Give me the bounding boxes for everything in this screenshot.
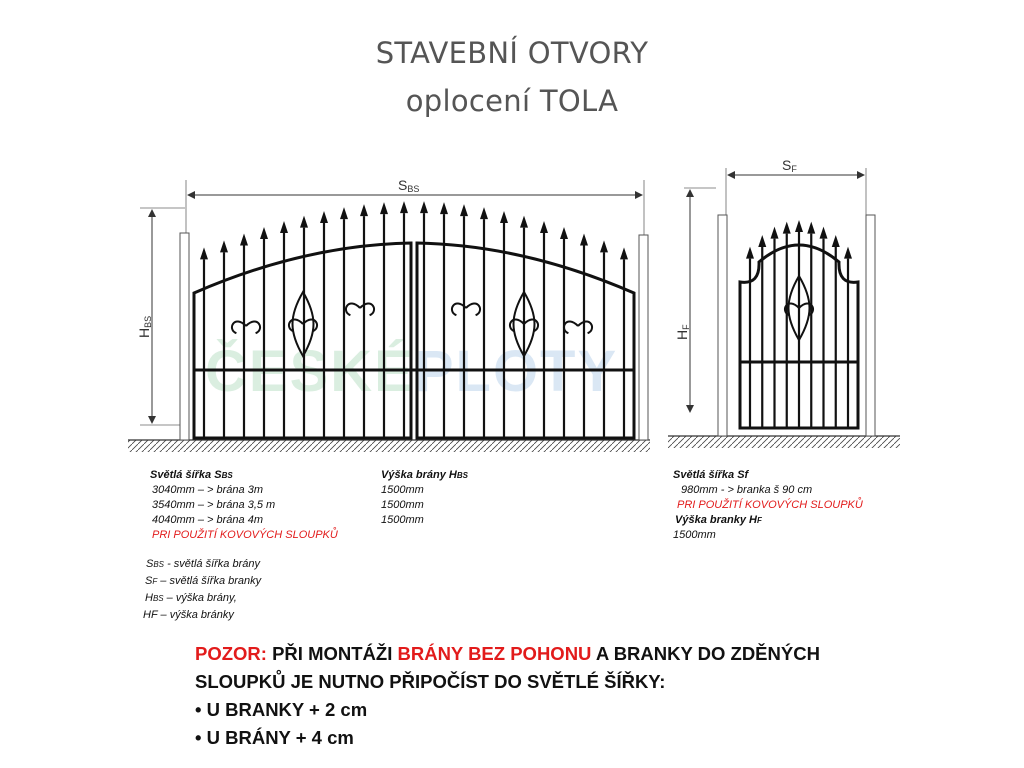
scroll-ornament	[452, 304, 480, 316]
wicket-width-row: 980mm - > branka š 90 cm	[681, 484, 813, 496]
label-hf: HF	[674, 324, 691, 340]
page-title: STAVEBNÍ OTVORY	[375, 36, 649, 70]
gate-leaf-right	[417, 243, 634, 438]
spike-tip	[440, 202, 448, 214]
label-sf: SF	[782, 157, 797, 174]
spike-tip	[758, 235, 766, 247]
watermark-logo: ČESKÉPLOTY	[205, 339, 619, 404]
warning-bullet: • U BRÁNY + 4 cm	[195, 727, 354, 748]
wicket-post-right	[866, 215, 875, 436]
gate-height-row: 1500mm	[381, 514, 424, 526]
spike-tip	[832, 235, 840, 247]
gate-post-right	[639, 235, 648, 440]
spike-tip	[420, 201, 428, 213]
legend-item: SBS - světlá šířka brány	[146, 558, 260, 570]
spike-tip	[500, 211, 508, 223]
spike-tip	[600, 240, 608, 252]
wicket-height-heading: Výška branky H	[675, 514, 757, 526]
legend-item: HBS – výška brány,	[145, 592, 237, 604]
spike-tip	[240, 234, 248, 246]
spike-tip	[771, 227, 779, 239]
warning-bullet: • U BRANKY + 2 cm	[195, 699, 368, 720]
spike-tip	[300, 216, 308, 228]
spike-tip	[520, 216, 528, 228]
gate-height-row: 1500mm	[381, 484, 424, 496]
wicket-notes: Světlá šířka Sf 980mm - > branka š 90 cm PRI POUŽITÍ KOVOVÝCH SLOUPKŮ Výška branky HF 1500mm	[673, 469, 863, 541]
spike-tip	[200, 247, 208, 259]
spike-tip	[460, 204, 468, 216]
spike-tip	[380, 202, 388, 214]
spike-tip	[560, 227, 568, 239]
scroll-ornament	[346, 304, 374, 316]
spike-tip	[360, 204, 368, 216]
spike-tip	[620, 247, 628, 259]
spike-tip	[320, 211, 328, 223]
legend-item: HF – výška bránky	[143, 609, 234, 621]
gate-width-row: 3040mm – > brána 3m	[152, 484, 263, 496]
spike-tip	[260, 227, 268, 239]
legend	[143, 556, 261, 624]
gate-width-row: 4040mm – > brána 4m	[152, 514, 263, 526]
spike-tip	[820, 227, 828, 239]
spike-tip	[746, 247, 754, 259]
legend-item: SF – světlá šířka branky	[145, 575, 262, 587]
scroll-ornament	[564, 322, 592, 334]
spike-tip	[400, 201, 408, 213]
warning-line2: SLOUPKŮ JE NUTNO PŘIPOČÍST DO SVĚTLÉ ŠÍŘKY:	[195, 671, 666, 692]
wicket-note-red: PRI POUŽITÍ KOVOVÝCH SLOUPKŮ	[677, 499, 863, 511]
label-sbs: SBS	[398, 177, 420, 194]
spike-tip	[280, 221, 288, 233]
gate-width-row: 3540mm – > brána 3,5 m	[152, 499, 276, 511]
spike-tip	[540, 221, 548, 233]
gate-leaf-left	[194, 243, 411, 438]
double-gate	[194, 201, 634, 438]
gate-height-heading: Výška brány H	[381, 469, 457, 481]
page-subtitle: oplocení TOLA	[405, 84, 619, 118]
spike-tip	[807, 222, 815, 234]
warning-pozor: POZOR:	[195, 643, 267, 664]
gate-note-red: PRI POUŽITÍ KOVOVÝCH SLOUPKŮ	[152, 529, 338, 541]
warning-box: POZOR: PŘI MONTÁŽI BRÁNY BEZ POHONU A BRANKY DO ZDĚNÝCH SLOUPKŮ JE NUTNO PŘIPOČÍST DO SVĚTLÉ ŠÍŘKY: • U BRANKY + 2 cm • U BRÁNY + 4 cm	[195, 640, 820, 752]
spike-tip	[783, 222, 791, 234]
scroll-ornament	[232, 322, 260, 334]
spike-tip	[340, 207, 348, 219]
spike-tip	[580, 234, 588, 246]
spike-tip	[844, 247, 852, 259]
wicket-post-left	[718, 215, 727, 436]
wicket-height-value: 1500mm	[673, 529, 716, 541]
spike-tip	[795, 220, 803, 232]
ground-left	[128, 440, 650, 452]
gate-width-heading: Světlá šířka S	[150, 469, 222, 481]
gate-width-notes: Světlá šířka SBS 3040mm – > brána 3m 3540mm – > brána 3,5 m 4040mm – > brána 4m PRI POUŽITÍ KOVOVÝCH SLOUPKŮ	[150, 469, 338, 541]
wicket-width-heading: Světlá šířka Sf	[673, 469, 749, 481]
gate-post-left	[180, 233, 189, 440]
label-hbs: HBS	[136, 315, 153, 338]
ground-right	[668, 436, 900, 448]
wicket-gate	[740, 220, 858, 428]
gate-height-row: 1500mm	[381, 499, 424, 511]
gate-height-notes: Výška brány HBS 1500mm 1500mm 1500mm	[381, 469, 468, 526]
spike-tip	[480, 207, 488, 219]
spike-tip	[220, 240, 228, 252]
